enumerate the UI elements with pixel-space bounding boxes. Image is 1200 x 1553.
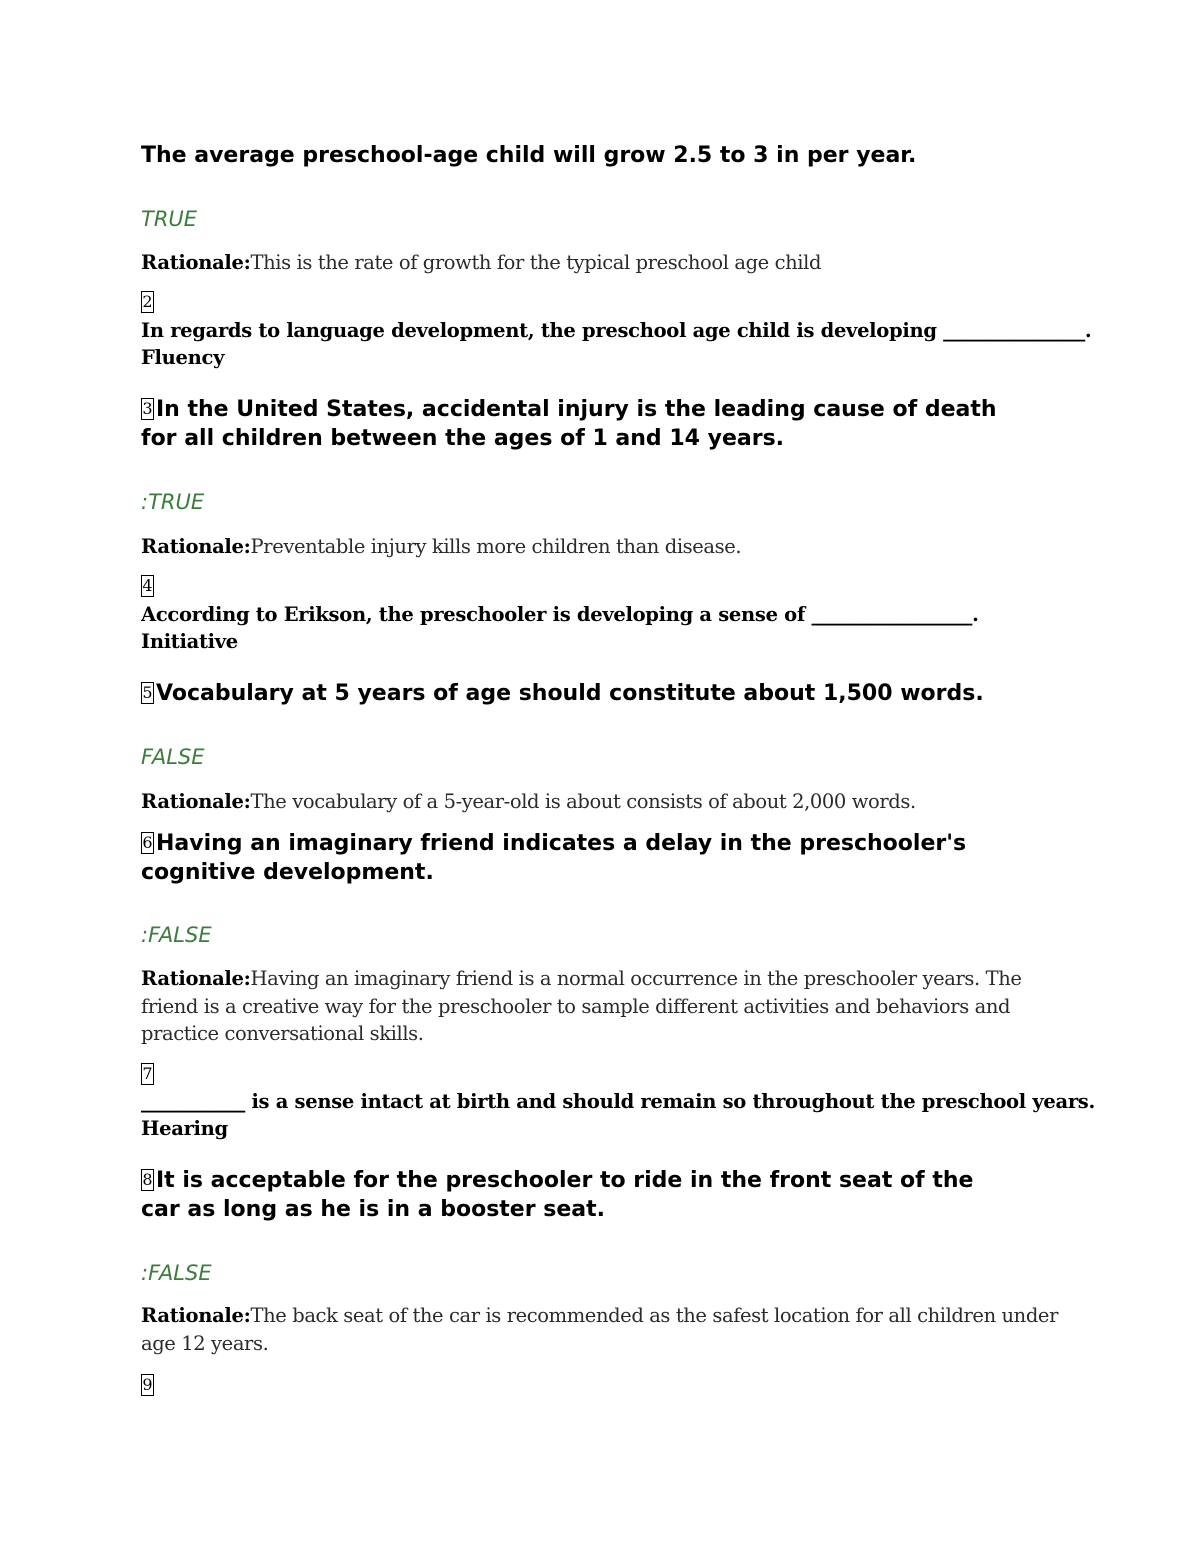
answer-6: :FALSE [141, 923, 212, 947]
rationale-label: Rationale: [141, 1304, 251, 1327]
rationale-6-line1 [141, 965, 1022, 993]
answer-8: :FALSE [141, 1261, 212, 1285]
rationale-text: The vocabulary of a 5-year-old is about consists of about 2,000 words. [250, 790, 916, 813]
answer-7: Hearing [141, 1117, 228, 1140]
rationale-8-line1 [141, 1302, 1058, 1330]
answer-4: Initiative [141, 630, 238, 653]
question-number-7: 7 [142, 1064, 153, 1083]
question-8-line1 [141, 1166, 973, 1195]
question-number-4: 4 [142, 576, 153, 595]
rationale-6-line3: practice conversational skills. [141, 1022, 424, 1045]
rationale-1 [141, 249, 821, 277]
rationale-label: Rationale: [141, 251, 251, 274]
answer-1: TRUE [141, 207, 198, 231]
rationale-text: Preventable injury kills more children than disease. [250, 535, 742, 558]
answer-3: :TRUE [141, 490, 205, 514]
answer-5: FALSE [141, 745, 205, 769]
question-8-line2: car as long as he is in a booster seat. [141, 1197, 605, 1222]
answer-2: Fluency [141, 346, 225, 369]
rationale-text: The back seat of the car is recommended as the safest location for all children under [250, 1304, 1058, 1327]
question-number-5: 5 [142, 683, 153, 702]
question-number-8: 8 [142, 1170, 153, 1189]
question-5-text: Vocabulary at 5 years of age should constitute about 1,500 words. [156, 681, 984, 706]
question-8-text: It is acceptable for the preschooler to ride in the front seat of the [156, 1168, 974, 1193]
question-number-6: 6 [142, 833, 153, 852]
question-3-line2: for all children between the ages of 1 and 14 years. [141, 426, 785, 451]
rationale-text: This is the rate of growth for the typical preschool age child [250, 251, 822, 274]
question-3-line1 [141, 395, 997, 424]
question-2-text: In regards to language development, the preschool age child is developing _______________. [141, 319, 1092, 342]
rationale-3 [141, 533, 741, 561]
question-1-text: The average preschool-age child will grow 2.5 to 3 in per year. [141, 143, 917, 168]
question-number-9: 9 [142, 1375, 153, 1394]
rationale-text: Having an imaginary friend is a normal occurrence in the preschooler years. The [250, 967, 1022, 990]
rationale-label: Rationale: [141, 790, 251, 813]
rationale-label: Rationale: [141, 967, 251, 990]
question-number-2: 2 [142, 292, 153, 311]
question-7-text: ___________ is a sense intact at birth and should remain so throughout the preschool years. [141, 1090, 1095, 1113]
question-5-line1 [141, 679, 984, 708]
question-3-text: In the United States, accidental injury is the leading cause of death [156, 397, 997, 422]
question-number-3: 3 [142, 399, 153, 418]
question-4-text: According to Erikson, the preschooler is developing a sense of _________________. [141, 603, 979, 626]
question-6-line1 [141, 829, 966, 858]
rationale-6-line2: friend is a creative way for the preschooler to sample different activities and behaviors and [141, 995, 1011, 1018]
rationale-8-line2: age 12 years. [141, 1332, 269, 1355]
rationale-label: Rationale: [141, 535, 251, 558]
question-6-line2: cognitive development. [141, 860, 434, 885]
rationale-5 [141, 788, 916, 816]
question-6-text: Having an imaginary friend indicates a delay in the preschooler's [156, 831, 967, 856]
